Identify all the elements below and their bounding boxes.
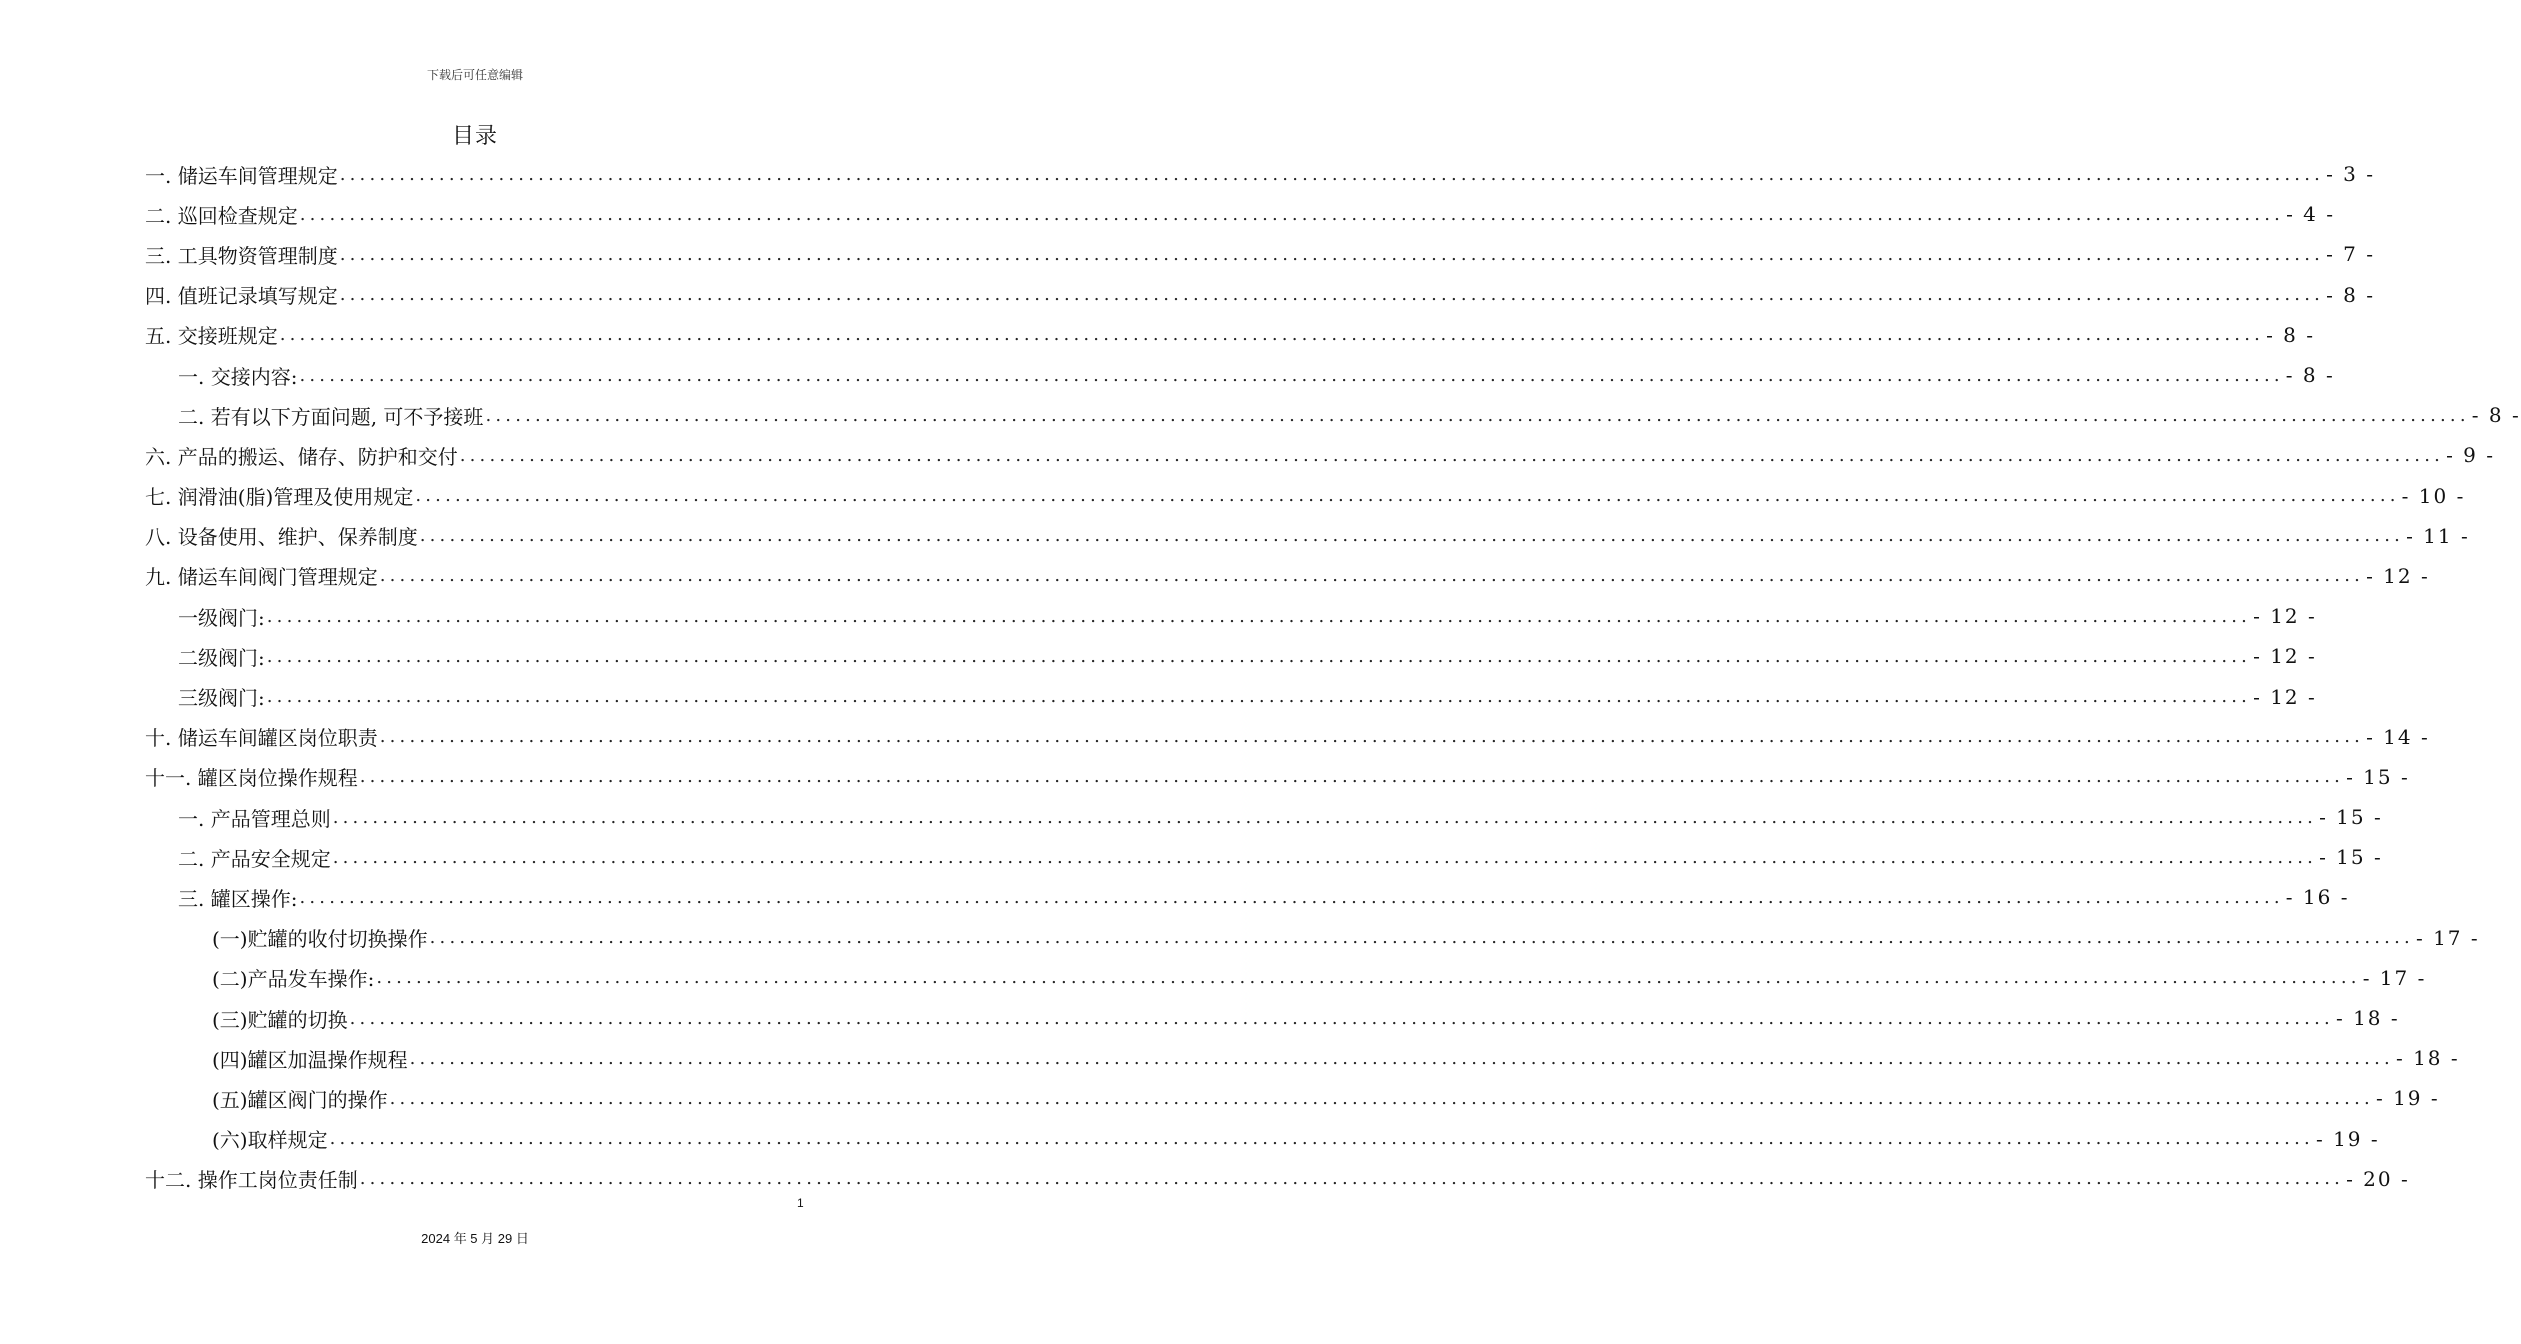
toc-entry[interactable] bbox=[145, 998, 2400, 1038]
toc-entry-page: - 8 - bbox=[2471, 403, 2521, 428]
toc-leader-dots: ........................................................................................................................................................................................................ bbox=[339, 243, 2325, 265]
toc-entry-page: - 8 - bbox=[2326, 282, 2376, 307]
toc-leader-dots: ........................................................................................................................................................................................................ bbox=[409, 1047, 2394, 1069]
toc-leader-dots: ........................................................................................................................................................................................................ bbox=[379, 565, 2365, 587]
toc-entry-page: - 9 - bbox=[2446, 443, 2496, 468]
toc-leader-dots: ........................................................................................................................................................................................................ bbox=[299, 203, 2285, 225]
toc-leader-dots: ........................................................................................................................................................................................................ bbox=[339, 284, 2325, 306]
toc-entry[interactable] bbox=[145, 596, 2317, 636]
toc-entry-label: 十一. 罐区岗位操作规程 bbox=[145, 766, 358, 791]
toc-leader-dots: ........................................................................................................................................................................................................ bbox=[485, 404, 2470, 426]
toc-entry-page: - 17 - bbox=[2415, 925, 2480, 950]
toc-entry-label: (三)贮罐的切换 bbox=[212, 1007, 348, 1032]
toc-leader-dots: ........................................................................................................................................................................................................ bbox=[349, 1007, 2334, 1029]
toc-entry[interactable] bbox=[145, 757, 2410, 797]
toc-entry[interactable] bbox=[145, 516, 2470, 556]
toc-entry-page: - 19 - bbox=[2315, 1126, 2380, 1151]
toc-entry-page: - 20 - bbox=[2346, 1166, 2410, 1191]
toc-entry[interactable] bbox=[145, 837, 2383, 877]
toc-leader-dots: ........................................................................................................................................................................................................ bbox=[299, 364, 2284, 386]
toc-leader-dots: ........................................................................................................................................................................................................ bbox=[389, 1087, 2374, 1109]
toc-entry[interactable] bbox=[145, 1159, 2410, 1199]
toc-entry-page: - 11 - bbox=[2406, 523, 2470, 548]
toc-entry[interactable] bbox=[145, 1119, 2380, 1159]
toc-entry-label: 十二. 操作工岗位责任制 bbox=[145, 1168, 358, 1193]
toc-entry-page: - 7 - bbox=[2326, 242, 2376, 267]
toc-entry-page: - 4 - bbox=[2286, 202, 2336, 227]
toc-leader-dots: ........................................................................................................................................................................................................ bbox=[459, 444, 2445, 466]
toc-entry-page: - 3 - bbox=[2326, 162, 2376, 187]
toc-entry-label: 二. 产品安全规定 bbox=[178, 846, 331, 871]
toc-leader-dots: ........................................................................................................................................................................................................ bbox=[332, 806, 2318, 828]
page-header: 下载后可任意编辑 bbox=[426, 68, 523, 82]
toc-entry-page: - 15 - bbox=[2346, 764, 2410, 789]
toc-entry-label: (四)罐区加温操作规程 bbox=[212, 1047, 408, 1072]
toc-entry[interactable] bbox=[145, 797, 2383, 837]
toc-leader-dots: ........................................................................................................................................................................................................ bbox=[266, 686, 2252, 708]
toc-entry-page: - 18 - bbox=[2335, 1006, 2400, 1031]
toc-leader-dots: ........................................................................................................................................................................................................ bbox=[329, 1128, 2314, 1150]
toc-entry-page: - 8 - bbox=[2285, 363, 2335, 388]
toc-entry[interactable] bbox=[145, 476, 2466, 516]
toc-entry-page: - 17 - bbox=[2362, 965, 2427, 990]
toc-entry-label: 三. 工具物资管理制度 bbox=[145, 243, 338, 268]
toc-entry-label: 六. 产品的搬运、储存、防护和交付 bbox=[145, 444, 458, 469]
toc-entry-page: - 16 - bbox=[2285, 885, 2350, 910]
toc-leader-dots: ........................................................................................................................................................................................................ bbox=[359, 1168, 2345, 1190]
toc-entry-label: 三级阀门: bbox=[178, 686, 265, 711]
toc-title: 目录 bbox=[451, 124, 498, 149]
toc-entry[interactable] bbox=[145, 717, 2430, 757]
toc-entry-page: - 14 - bbox=[2366, 724, 2430, 749]
toc-leader-dots: ........................................................................................................................................................................................................ bbox=[266, 605, 2252, 627]
toc-entry[interactable] bbox=[145, 275, 2376, 315]
toc-leader-dots: ........................................................................................................................................................................................................ bbox=[376, 967, 2361, 989]
toc-entry-label: 八. 设备使用、维护、保养制度 bbox=[145, 525, 418, 550]
toc-entry-label: 一. 交接内容: bbox=[178, 364, 298, 389]
toc-entry-label: (六)取样规定 bbox=[212, 1128, 328, 1153]
toc-entry-page: - 18 - bbox=[2395, 1046, 2460, 1071]
toc-entry-page: - 10 - bbox=[2401, 483, 2466, 508]
toc-entry[interactable] bbox=[145, 154, 2376, 194]
toc-entry-label: (五)罐区阀门的操作 bbox=[212, 1087, 388, 1112]
toc-entry-label: 三. 罐区操作: bbox=[178, 886, 298, 911]
toc-leader-dots: ........................................................................................................................................................................................................ bbox=[415, 485, 2400, 507]
toc-entry-page: - 12 - bbox=[2366, 563, 2430, 588]
toc-entry[interactable] bbox=[145, 194, 2336, 234]
toc-leader-dots: ........................................................................................................................................................................................................ bbox=[359, 766, 2345, 788]
toc-entry-label: 九. 储运车间阀门管理规定 bbox=[145, 565, 378, 590]
toc-entry[interactable] bbox=[145, 435, 2496, 475]
table-of-contents bbox=[145, 154, 2521, 1199]
toc-entry-label: 一. 储运车间管理规定 bbox=[145, 163, 338, 188]
toc-entry-label: 五. 交接班规定 bbox=[145, 324, 278, 349]
toc-entry[interactable] bbox=[145, 877, 2350, 917]
toc-entry-page: - 19 - bbox=[2375, 1086, 2440, 1111]
toc-entry[interactable] bbox=[145, 315, 2316, 355]
toc-entry[interactable] bbox=[145, 636, 2317, 676]
toc-leader-dots: ........................................................................................................................................................................................................ bbox=[299, 886, 2284, 908]
toc-entry-label: 一. 产品管理总则 bbox=[178, 806, 331, 831]
toc-entry[interactable] bbox=[145, 918, 2480, 958]
toc-entry-label: (二)产品发车操作: bbox=[212, 967, 375, 992]
toc-entry[interactable] bbox=[145, 234, 2376, 274]
footer-date: 2024 年 5 月 29 日 bbox=[421, 1231, 529, 1246]
toc-entry-page: - 12 - bbox=[2253, 684, 2317, 709]
toc-entry[interactable] bbox=[145, 395, 2521, 435]
toc-entry-label: 二. 巡回检查规定 bbox=[145, 203, 298, 228]
toc-leader-dots: ........................................................................................................................................................................................................ bbox=[429, 927, 2414, 949]
toc-entry-page: - 8 - bbox=[2266, 322, 2316, 347]
toc-entry-page: - 15 - bbox=[2319, 805, 2383, 830]
toc-leader-dots: ........................................................................................................................................................................................................ bbox=[379, 726, 2365, 748]
toc-entry-label: 十. 储运车间罐区岗位职责 bbox=[145, 726, 378, 751]
toc-entry-page: - 12 - bbox=[2253, 604, 2317, 629]
toc-entry[interactable] bbox=[145, 355, 2335, 395]
toc-entry-label: (一)贮罐的收付切换操作 bbox=[212, 927, 428, 952]
toc-entry-label: 四. 值班记录填写规定 bbox=[145, 284, 338, 309]
toc-leader-dots: ........................................................................................................................................................................................................ bbox=[279, 324, 2265, 346]
toc-entry-label: 一级阀门: bbox=[178, 605, 265, 630]
toc-entry[interactable] bbox=[145, 1078, 2440, 1118]
toc-leader-dots: ........................................................................................................................................................................................................ bbox=[419, 525, 2405, 547]
toc-leader-dots: ........................................................................................................................................................................................................ bbox=[332, 846, 2318, 868]
toc-leader-dots: ........................................................................................................................................................................................................ bbox=[339, 163, 2325, 185]
toc-entry[interactable] bbox=[145, 1038, 2460, 1078]
toc-entry-label: 二级阀门: bbox=[178, 645, 265, 670]
toc-entry[interactable] bbox=[145, 958, 2427, 998]
toc-entry-page: - 15 - bbox=[2319, 845, 2383, 870]
page-number: 1 bbox=[797, 1196, 804, 1210]
toc-entry[interactable] bbox=[145, 556, 2430, 596]
toc-entry-label: 二. 若有以下方面问题, 可不予接班 bbox=[178, 404, 484, 429]
toc-entry[interactable] bbox=[145, 676, 2317, 716]
toc-leader-dots: ........................................................................................................................................................................................................ bbox=[266, 645, 2252, 667]
toc-entry-label: 七. 润滑油(脂)管理及使用规定 bbox=[145, 485, 414, 510]
toc-entry-page: - 12 - bbox=[2253, 644, 2317, 669]
